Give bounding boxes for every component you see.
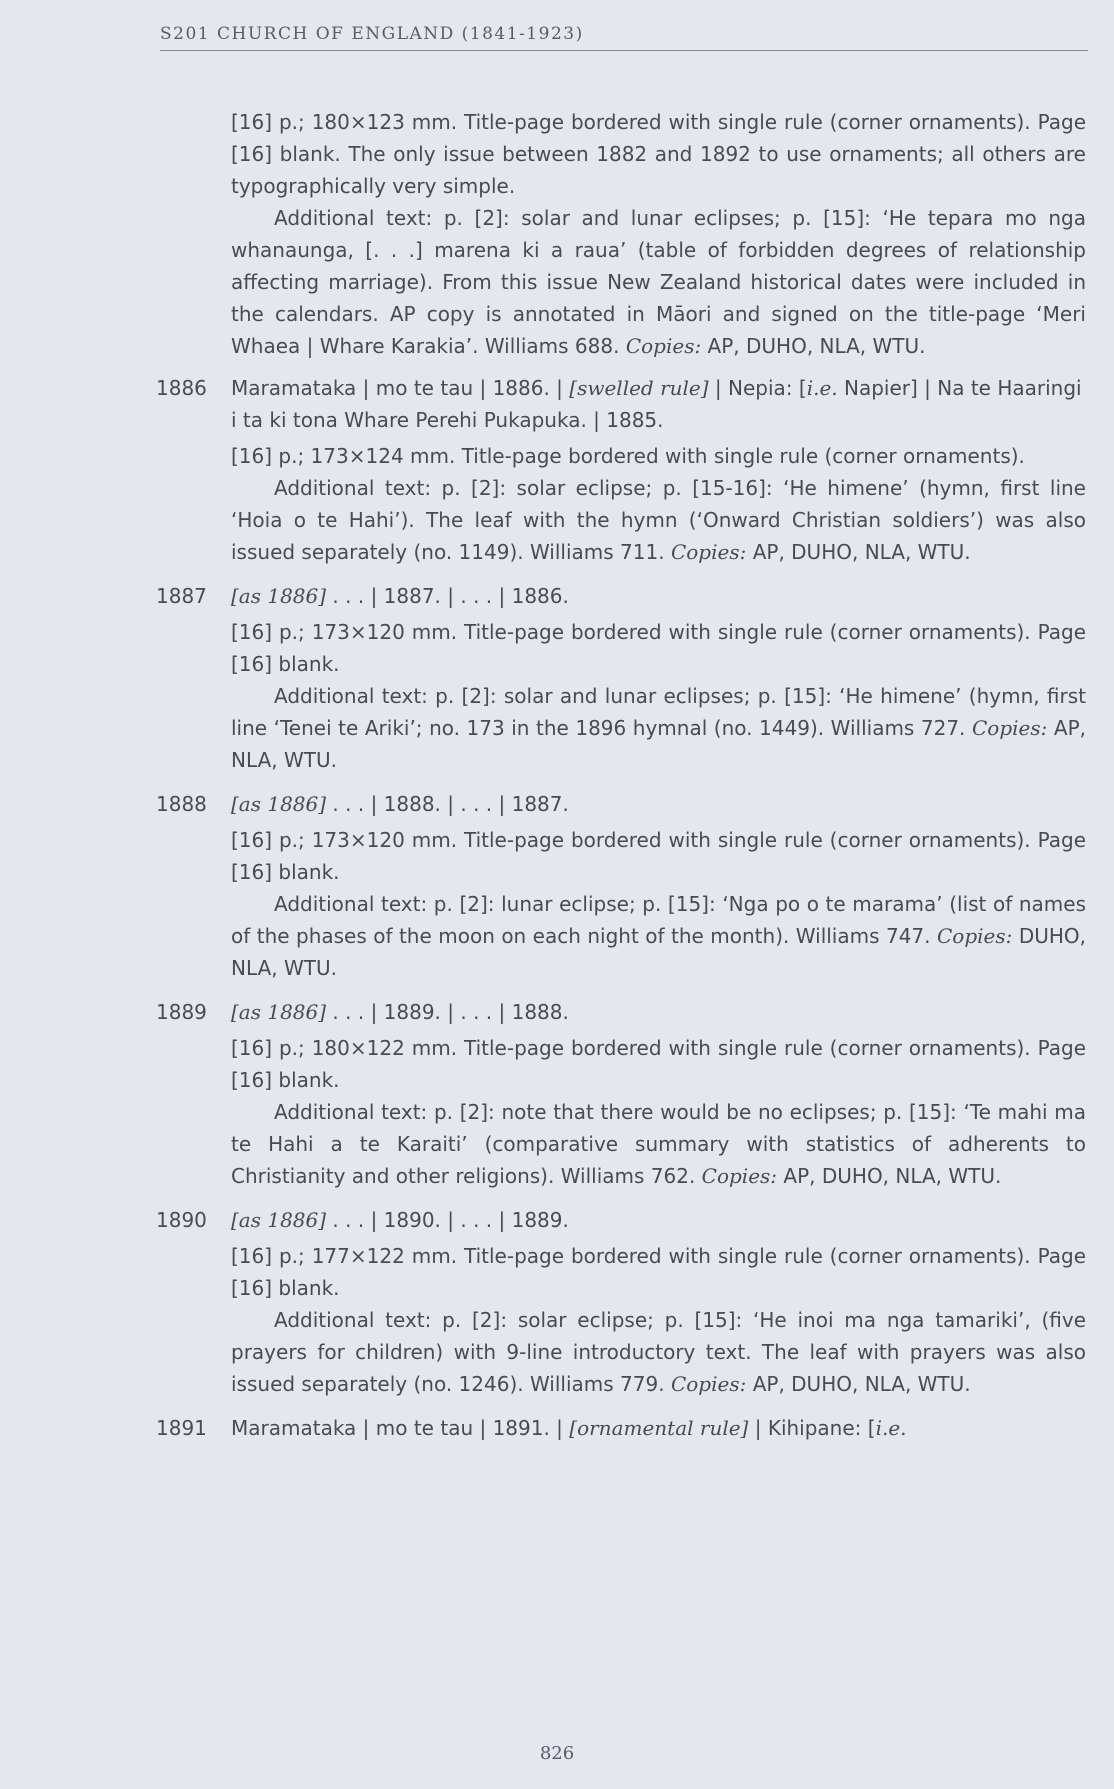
entry-content <box>231 788 1086 984</box>
entry-content <box>231 106 1086 362</box>
physical-description: [16] p.; 180×123 mm. Title-page bordered with single rule (corner ornaments). Page [16] blank. The only issue between 1882 and 1892 to use ornaments; all others are typographically very simple. <box>231 110 1086 198</box>
copies-list: AP, DUHO, NLA, WTU. <box>746 540 971 564</box>
title-italic: i.e. <box>806 376 838 400</box>
copies-label: Copies: <box>936 924 1013 948</box>
copies-label: Copies: <box>701 1164 778 1188</box>
entry-1891 <box>156 1412 1086 1444</box>
copies-list: AP, NLA, WTU. <box>231 716 1086 772</box>
entry-title <box>231 1412 1086 1444</box>
title-italic: i.e. <box>875 1416 907 1440</box>
title-text: Napier] | Na te Haaringi i ta ki tona Whare Perehi Pukapuka. | 1885. <box>231 376 1082 432</box>
additional-text-body: Additional text: p. [2]: solar eclipse; p. [15-16]: ‘He himene’ (hymn, first line ‘Hoia o te Hahi’). The leaf with the hymn (‘Onward Christian soldiers’) was also issued separately (no. 1149). Williams 711. <box>231 476 1086 564</box>
entry-year: 1888 <box>156 792 207 816</box>
additional-text <box>231 202 1086 362</box>
entry-year: 1887 <box>156 584 207 608</box>
copies-list: AP, DUHO, NLA, WTU. <box>777 1164 1002 1188</box>
entry-year: 1886 <box>156 376 207 400</box>
title-text: . . . | 1887. | . . . | 1886. <box>326 584 569 608</box>
entry-1888 <box>156 788 1086 984</box>
copies-list: AP, DUHO, NLA, WTU. <box>701 334 926 358</box>
title-italic: [ornamental rule] <box>569 1416 749 1440</box>
title-text: Maramataka | mo te tau | 1886. | <box>231 376 570 400</box>
title-text: Maramataka | mo te tau | 1891. | <box>231 1416 570 1440</box>
title-italic: [swelled rule] <box>569 376 709 400</box>
physical-description: [16] p.; 173×120 mm. Title-page bordered with single rule (corner ornaments). Page [16] blank. <box>231 620 1086 676</box>
entry-1886 <box>156 372 1086 568</box>
additional-text <box>231 888 1086 984</box>
physical-description: [16] p.; 173×124 mm. Title-page bordered with single rule (corner ornaments). <box>231 444 1025 468</box>
entry-content <box>231 996 1086 1192</box>
copies-list: AP, DUHO, NLA, WTU. <box>746 1372 971 1396</box>
entry-year: 1889 <box>156 1000 207 1024</box>
additional-text-body: Additional text: p. [2]: solar and lunar eclipses; p. [15]: ‘He tepara mo nga whanaunga, [. . .] marena ki a raua’ (table of forbidden degrees of relationship affecting marriage). From this issue New Zealand historical dates were included in the calendars. AP copy is annotated in Māori and signed on the title-page ‘Meri Whaea | Whare Karakia’. Williams 688. <box>231 206 1086 358</box>
additional-text <box>231 472 1086 568</box>
entry-content <box>231 1204 1086 1400</box>
page-number: 826 <box>539 1743 575 1764</box>
entry-year: 1890 <box>156 1208 207 1232</box>
additional-text-body: Additional text: p. [2]: solar eclipse; p. [15]: ‘He inoi ma nga tamariki’, (five prayers for children) with 9-line introductory text. The leaf with prayers was also issued separately (no. 1246). Williams 779. <box>231 1308 1086 1396</box>
entry-title <box>231 788 1086 820</box>
entry-title <box>231 580 1086 612</box>
title-italic: [as 1886] <box>231 1208 327 1232</box>
running-head: S201 CHURCH OF ENGLAND (1841-1923) <box>160 24 1088 51</box>
additional-text <box>231 680 1086 776</box>
entry-1887 <box>156 580 1086 776</box>
additional-text <box>231 1304 1086 1400</box>
entry-year <box>156 106 231 362</box>
additional-text-body: Additional text: p. [2]: note that there would be no eclipses; p. [15]: ‘Te mahi ma te Hahi a te Karaiti’ (comparative summary with statistics of adherents to Christianity and other religions). Williams 762. <box>231 1100 1086 1188</box>
copies-label: Copies: <box>625 334 702 358</box>
physical-description: [16] p.; 173×120 mm. Title-page bordered with single rule (corner ornaments). Page [16] blank. <box>231 828 1086 884</box>
copies-label: Copies: <box>670 1372 747 1396</box>
copies-label: Copies: <box>971 716 1048 740</box>
title-text: | Nepia: [ <box>708 376 807 400</box>
entry-content <box>231 580 1086 776</box>
title-italic: [as 1886] <box>231 584 327 608</box>
entry-title <box>231 372 1086 436</box>
copies-label: Copies: <box>670 540 747 564</box>
entry-content <box>231 372 1086 568</box>
entry-year: 1891 <box>156 1416 207 1440</box>
entry-1890 <box>156 1204 1086 1400</box>
title-text: . . . | 1890. | . . . | 1889. <box>326 1208 569 1232</box>
entry-continuation <box>156 106 1086 362</box>
physical-description: [16] p.; 177×122 mm. Title-page bordered with single rule (corner ornaments). Page [16] blank. <box>231 1244 1086 1300</box>
catalogue-body <box>156 106 1086 1444</box>
title-italic: [as 1886] <box>231 1000 327 1024</box>
entry-content <box>231 1412 1086 1444</box>
entry-title <box>231 996 1086 1028</box>
copies-list: DUHO, NLA, WTU. <box>231 924 1087 980</box>
title-text: | Kihipane: [ <box>748 1416 876 1440</box>
entry-title <box>231 1204 1086 1236</box>
physical-description: [16] p.; 180×122 mm. Title-page bordered with single rule (corner ornaments). Page [16] blank. <box>231 1036 1086 1092</box>
additional-text <box>231 1096 1086 1192</box>
title-text: . . . | 1888. | . . . | 1887. <box>326 792 569 816</box>
additional-text-body: Additional text: p. [2]: lunar eclipse; p. [15]: ‘Nga po o te marama’ (list of names of the phases of the moon on each night of the month). Williams 747. <box>231 892 1086 948</box>
title-italic: [as 1886] <box>231 792 327 816</box>
additional-text-body: Additional text: p. [2]: solar and lunar eclipses; p. [15]: ‘He himene’ (hymn, first line ‘Tenei te Ariki’; no. 173 in the 1896 hymnal (no. 1449). Williams 727. <box>231 684 1086 740</box>
entry-1889 <box>156 996 1086 1192</box>
title-text: . . . | 1889. | . . . | 1888. <box>326 1000 569 1024</box>
